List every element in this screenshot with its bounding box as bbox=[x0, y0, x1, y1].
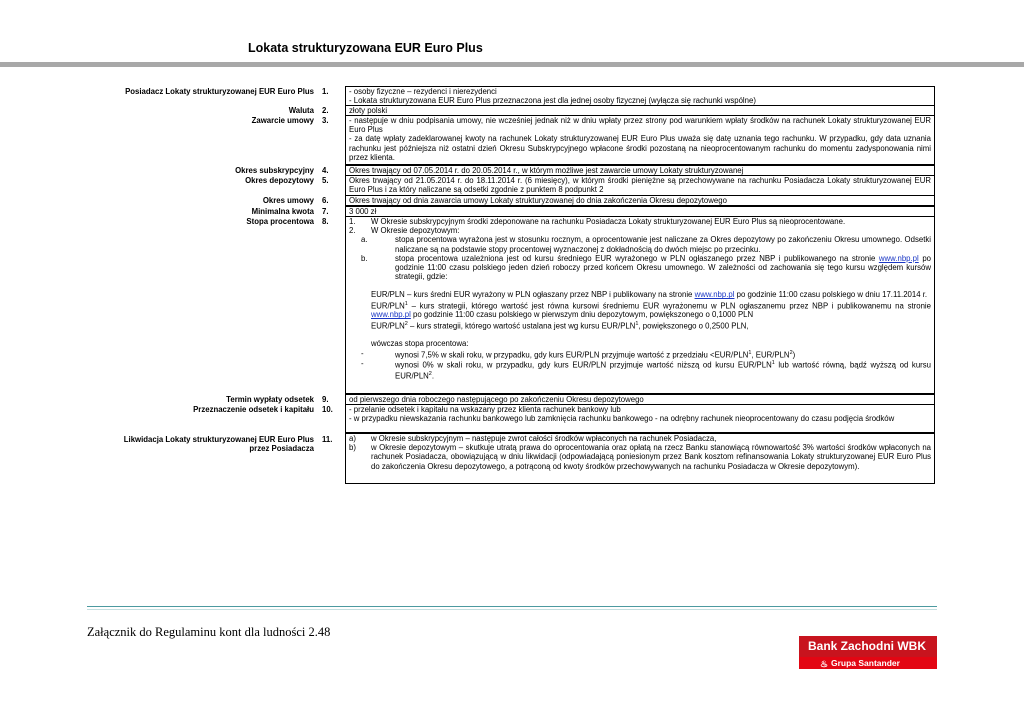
superscript: 1 bbox=[635, 320, 639, 327]
row-label: Przeznaczenie odsetek i kapitału bbox=[193, 405, 314, 414]
text-line: od pierwszego dnia roboczego następującego po zakończeniu Okresu depozytowego bbox=[349, 395, 644, 404]
list-marker: 2. bbox=[349, 226, 356, 236]
text-line: ) bbox=[792, 350, 796, 360]
text-line: , EUR/PLN bbox=[751, 350, 790, 360]
bank-logo bbox=[799, 636, 937, 669]
superscript: 2 bbox=[789, 349, 793, 356]
row-label: Waluta bbox=[288, 106, 314, 115]
row-label: Posiadacz Lokaty strukturyzowanej EUR Euro Plus bbox=[125, 87, 314, 96]
text-line: - następuje w dniu podpisania umowy, nie wcześniej jednak niż w dniu wpłaty przez strony pod warunkiem wpłaty środków na rachunek Lokaty strukturyzowanej EUR Euro Plus bbox=[349, 116, 931, 135]
text-line: - w przypadku niewskazania rachunku bankowego lub zamknięcia rachunku bankowego - na odrębny rachunek nieoprocentowany do czasu podjęcia środków bbox=[349, 414, 895, 424]
text-line: , powiększonego o 0,2500 PLN, bbox=[638, 321, 749, 331]
row-number: 2. bbox=[322, 106, 329, 115]
row-content bbox=[345, 404, 935, 433]
text-line: – kurs strategii, którego wartość ustalana jest wg kursu EUR/PLN bbox=[407, 321, 636, 331]
nbp-link[interactable]: www.nbp.pl bbox=[878, 253, 919, 263]
row-label: Minimalna kwota bbox=[251, 207, 314, 216]
logo-name: Bank Zachodni WBK bbox=[799, 636, 937, 657]
row-label: Likwidacja Lokaty strukturyzowanej EUR Euro Plus przez Posiadacza bbox=[123, 435, 314, 454]
text-line: stopa procentowa wyrażona jest w stosunku rocznym, a oprocentowanie jest naliczane za Okres depozytowy po zakończeniu Okresu umownego. Odsetki naliczane są na podstawie stopy procentowej wyznaczonej z dokładnością do dwóch miejsc po przecinku. bbox=[395, 235, 931, 254]
row-number: 7. bbox=[322, 207, 329, 216]
text-line: stopa procentowa uzależniona jest od kursu średniego EUR wyrażonego w PLN ogłaszanego przez NBP i publikowanego na stronie bbox=[395, 253, 879, 263]
footer-text: Załącznik do Regulaminu kont dla ludności 2.48 bbox=[87, 625, 331, 639]
row-number: 1. bbox=[322, 87, 329, 96]
logo-group bbox=[799, 657, 937, 669]
list-marker: a) bbox=[349, 434, 356, 443]
row-label: Stopa procentowa bbox=[246, 217, 314, 226]
text-line: - Lokata strukturyzowana EUR Euro Plus przeznaczona jest dla jednej osoby fizycznej (wyłącza się rachunki wspólne) bbox=[349, 96, 756, 106]
text-line: - za datę wpłaty zadeklarowanej kwoty na rachunek Lokaty strukturyzowanej EUR Euro Plus uważa się datę uznania tego rachunku. W przypadku, gdy data uznania rachunku jest późniejsza niż ostatni dzień Okresu Subskrypcyjnego wpłacone środki pozostaną na nieoprocentowanym rachunku do momentu zadysponowania nimi przez klienta. bbox=[349, 134, 931, 162]
text-line: po godzinie 11:00 czasu polskiego jeden dzień roboczy przed końcem Okresu umownego. W zależności od zachowania się tego kursu względem kursów strategii, gdzie: bbox=[395, 253, 931, 282]
nbp-link[interactable]: www.nbp.pl bbox=[371, 310, 411, 320]
list-marker: - bbox=[361, 348, 364, 358]
superscript: 2 bbox=[428, 371, 432, 378]
text-line: W Okresie subskrypcyjnym środki zdeponowane na rachunku Posiadacza Lokaty strukturyzowanej EUR Euro Plus są nieoprocentowane. bbox=[371, 217, 846, 226]
row-number: 9. bbox=[322, 395, 329, 404]
list-marker: 1. bbox=[349, 217, 356, 226]
santander-flame-icon: ♨ bbox=[820, 659, 829, 669]
nbp-link[interactable]: www.nbp.pl bbox=[694, 290, 735, 300]
text-line: – kurs strategii, którego wartość jest równa kursowi średniemu EUR wyrażonemu w PLN ogłaszanemu przez NBP i publikowanemu na stronie bbox=[407, 301, 931, 311]
row-label: Okres depozytowy bbox=[245, 176, 314, 185]
superscript: 1 bbox=[404, 300, 408, 307]
row-content bbox=[345, 175, 935, 196]
logo-group-text: Grupa Santander bbox=[831, 658, 900, 668]
text-line: wynosi 7,5% w skali roku, w przypadku, gdy kurs EUR/PLN przyjmuje wartość z przedziału <EUR/PLN bbox=[395, 350, 749, 360]
text-line: EUR/PLN bbox=[371, 321, 405, 331]
text-line: wówczas stopa procentowa: bbox=[371, 339, 469, 349]
text-line: Okres trwający od 07.05.2014 r. do 20.05.2014 r., w którym możliwe jest zawarcie umowy Lokaty strukturyzowanej bbox=[349, 166, 744, 175]
row-number: 11. bbox=[322, 435, 333, 444]
document-title: Lokata strukturyzowana EUR Euro Plus bbox=[248, 41, 483, 55]
row-label: Okres umowy bbox=[262, 196, 314, 205]
footer-divider-light bbox=[87, 609, 937, 610]
text-line: lub wartość równą, bądź wyższą od kursu EUR/PLN bbox=[395, 361, 931, 381]
list-marker: b. bbox=[361, 253, 368, 263]
text-line: złoty polski bbox=[349, 106, 388, 115]
row-content bbox=[345, 195, 935, 206]
row-number: 4. bbox=[322, 166, 329, 175]
text-line: w Okresie subskrypcyjnym – następuje zwrot całości środków wpłaconych na rachunek Posiadacza, bbox=[371, 434, 717, 443]
text-line: EUR/PLN bbox=[371, 301, 405, 311]
superscript: 1 bbox=[771, 360, 775, 367]
text-line: 3 000 zł bbox=[349, 207, 377, 216]
superscript: 1 bbox=[748, 349, 752, 356]
text-line: wynosi 0% w skali roku, w przypadku, gdy kurs EUR/PLN przyjmuje wartość niższą od kursu EUR/PLN bbox=[395, 361, 772, 371]
footer-divider bbox=[87, 606, 937, 607]
text-line: Okres trwający od 21.05.2014 r. do 18.11.2014 r. (6 miesięcy), w którym środki pieniężne są przechowywane na rachunku Posiadacza Lokaty strukturyzowanej EUR Euro Plus i za który naliczane są odsetki zgodnie z punktem 8 podpunkt 2 bbox=[349, 176, 931, 195]
row-number: 6. bbox=[322, 196, 329, 205]
header-divider bbox=[0, 62, 1024, 67]
row-content bbox=[345, 86, 935, 106]
row-content bbox=[345, 115, 935, 165]
text-line: W Okresie depozytowym: bbox=[371, 226, 460, 236]
text-line: - osoby fizyczne – rezydenci i nierezydenci bbox=[349, 87, 497, 96]
row-number: 10. bbox=[322, 405, 333, 414]
row-label: Termin wypłaty odsetek bbox=[226, 395, 314, 404]
text-line: po godzinie 11:00 czasu polskiego w pierwszym dniu depozytowym, powiększonego o 0,1000 PLN bbox=[410, 310, 754, 320]
text-line: EUR/PLN – kurs średni EUR wyrażony w PLN ogłaszany przez NBP i publikowany na stronie bbox=[371, 290, 695, 300]
list-marker: b) bbox=[349, 443, 356, 453]
row-number: 3. bbox=[322, 116, 329, 125]
row-label: Okres subskrypcyjny bbox=[235, 166, 314, 175]
list-marker: - bbox=[361, 359, 364, 369]
list-marker: a. bbox=[361, 235, 368, 245]
text-line: . bbox=[431, 371, 435, 381]
text-line: po godzinie 11:00 czasu polskiego w dniu 17.11.2014 r. bbox=[734, 290, 928, 300]
superscript: 2 bbox=[404, 320, 408, 327]
row-content-liquidation bbox=[345, 433, 935, 484]
row-label: Zawarcie umowy bbox=[251, 116, 314, 125]
row-number: 8. bbox=[322, 217, 329, 226]
text-line: - przelanie odsetek i kapitału na wskazany przez klienta rachunek bankowy lub bbox=[349, 405, 621, 414]
text-line: Okres trwający od dnia zawarcia umowy Lokaty strukturyzowanej do dnia zakończenia Okresu depozytowego bbox=[349, 196, 727, 205]
row-number: 5. bbox=[322, 176, 329, 185]
text-line: w Okresie depozytowym – skutkuje utratą prawa do oprocentowania oraz opłatą na rzecz Banku stanowiącą równowartość 3% wartości środków wpłaconych na rachunek Posiadacza, obowiązującą w dniu likwidacji (odpowiadającą poniesionym przez Bank kosztom refinansowania Lokaty strukturyzowanej EUR Euro Plus do zakończenia Okresu depozytowego, a potrąconą od kwoty środków przechowywanych na rachunku Posiadacza w Okresie depozytowym). bbox=[371, 443, 931, 471]
row-content-interest-rate bbox=[345, 216, 935, 394]
